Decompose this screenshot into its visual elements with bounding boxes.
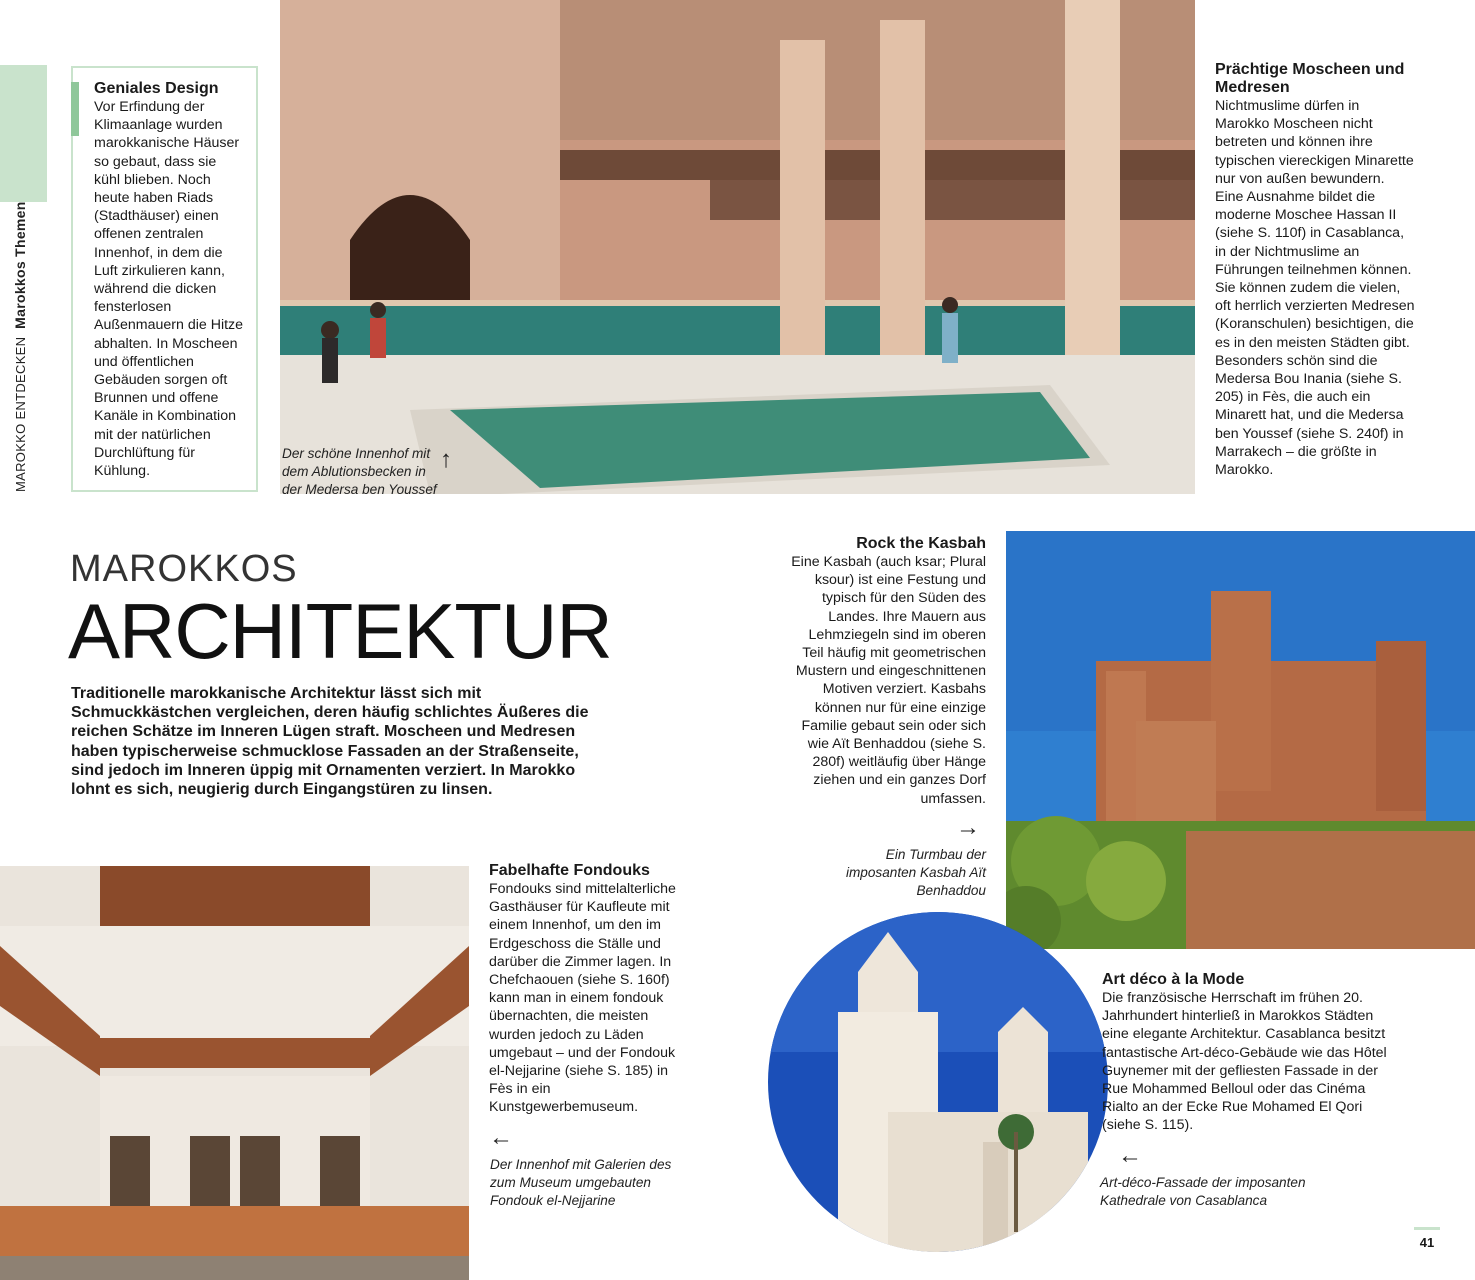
intro-text: Traditionelle marokkanische Architektur lässt sich mit Schmuckkästchen vergleichen, deren häufig schlichtes Äußeres die reichen Schätze im Inneren Lügen straft. Moscheen und Medresen haben typischerweise schmucklose Fassaden an der Straßenseite, sind jedoch im Inneren üppig mit Ornamenten verziert. In Marokko lohnt es sich, neugierig durch Eingangstüren zu linsen. bbox=[71, 685, 589, 799]
fondouk-photo bbox=[0, 866, 469, 1280]
kasbah-photo bbox=[1006, 531, 1475, 949]
moscheen-heading: Prächtige Moscheen und Medresen bbox=[1215, 61, 1405, 96]
page-title: ARCHITEKTUR bbox=[68, 587, 612, 675]
running-head bbox=[12, 202, 28, 492]
arrow-right-icon: → bbox=[956, 814, 980, 841]
moscheen-section bbox=[1215, 61, 1415, 479]
kasbah-heading: Rock the Kasbah bbox=[856, 535, 986, 552]
artdeco-text: Die französische Herrschaft im frühen 20. Jahrhundert hinterließ in Marokkos Städten eine elegante Architektur. Casablanca besitzt fantastische Art-déco-Gebäude wie das Hôtel Guynemer mit der gefliesten Fassade in der Rue Mohammed Belloul oder das Cinéma Rialto an der Ecke Rue Mohamed El Qori (siehe S. 115). bbox=[1102, 990, 1387, 1134]
arrow-left-icon: ← bbox=[489, 1124, 513, 1151]
artdeco-heading: Art déco à la Mode bbox=[1102, 971, 1245, 988]
medersa-photo bbox=[280, 0, 1195, 494]
cathedral-photo-illustration bbox=[768, 912, 1108, 1252]
section-tab bbox=[0, 65, 47, 202]
medersa-photo-illustration bbox=[280, 0, 1195, 494]
design-text: Vor Erfindung der Klimaanlage wurden marokkanische Häuser so gebaut, dass sie kühl blieben. Noch heute haben Riads (Stadthäuser) einen offenen zentralen Innenhof, in dem die Luft zirkulieren kann, während die dicken fensterlosen Außenmauern die Hitze abhalten. In Moscheen und öffentlichen Gebäuden sorgen oft Brunnen und offene Kanäle in Kombination mit der natürlichen Durchlüftung für Kühlung. bbox=[94, 99, 244, 480]
page-kicker: MAROKKOS bbox=[70, 548, 298, 590]
cathedral-caption: Art-déco-Fassade der imposanten Kathedrale von Casablanca bbox=[1100, 1175, 1306, 1208]
fondouks-text: Fondouks sind mittelalterliche Gasthäuser für Kaufleute mit einem Innenhof, um den im Erdgeschoss die Ställe und darüber die Zimmer lagen. In Chefchaouen (siehe S. 160f) kann man in einem fondouk übernachten, die meisten wurden jedoch zu Läden umgebaut – und der Fondouk el-Nejjarine (siehe S. 185) in Fès in ein Kunstgewerbemuseum. bbox=[489, 881, 676, 1116]
kasbah-photo-illustration bbox=[1006, 531, 1475, 949]
fondouks-heading: Fabelhafte Fondouks bbox=[489, 862, 650, 879]
fondouk-caption: Der Innenhof mit Galerien des zum Museum umgebauten Fondouk el-Nejjarine bbox=[490, 1157, 672, 1208]
fondouks-section bbox=[489, 862, 684, 1117]
fondouk-photo-illustration bbox=[0, 866, 469, 1280]
kasbah-section bbox=[790, 535, 986, 808]
kasbah-caption: Ein Turmbau der imposanten Kasbah Aït Benhaddou bbox=[845, 847, 986, 898]
design-section bbox=[94, 80, 246, 480]
design-box-accent bbox=[71, 82, 79, 136]
kasbah-text: Eine Kasbah (auch ksar; Plural ksour) ist eine Festung und typisch für den Süden des Landes. Ihre Mauern aus Lehmziegeln sind im oberen Teil häufig mit geometrischen Mustern und eingeschnittenen Motiven verziert. Kasbahs können nur für eine einzige Familie gebaut sein oder sich wie Aït Benhaddou (siehe S. 280f) weitläufig über Hänge ziehen und ein ganzes Dorf umfassen. bbox=[791, 554, 986, 807]
page-number: 41 bbox=[1414, 1227, 1440, 1250]
moscheen-text: Nichtmuslime dürfen in Marokko Moscheen nicht betreten und können ihre typischen viereckigen Minarette nur von außen bewundern. Eine Ausnahme bildet die moderne Moschee Hassan II (siehe S. 110f) in Casablanca, in der Nichtmuslime an Führungen teilnehmen können. Sie können zudem die vielen, oft herrlich verzierten Medresen (Koranschulen) besichtigen, die es in den meisten Städten gibt. Besonders schön sind die Medersa Bou Inania (siehe S. 205) in Fès, die auch ein Minarett hat, und die Medersa ben Youssef (siehe S. 240f) in Marrakech – die größte in Marokko. bbox=[1215, 98, 1415, 479]
design-heading: Geniales Design bbox=[94, 80, 219, 97]
artdeco-section bbox=[1102, 971, 1402, 1135]
running-head-chapter: Marokkos Themen bbox=[12, 201, 28, 329]
arrow-up-icon: ↑ bbox=[440, 446, 452, 473]
arrow-left-icon-2: ← bbox=[1118, 1142, 1142, 1169]
cathedral-photo bbox=[768, 912, 1108, 1252]
running-head-section: MAROKKO ENTDECKEN bbox=[13, 336, 28, 492]
medersa-caption: Der schöne Innenhof mit dem Ablutionsbecken in der Medersa ben Youssef bbox=[282, 446, 437, 497]
